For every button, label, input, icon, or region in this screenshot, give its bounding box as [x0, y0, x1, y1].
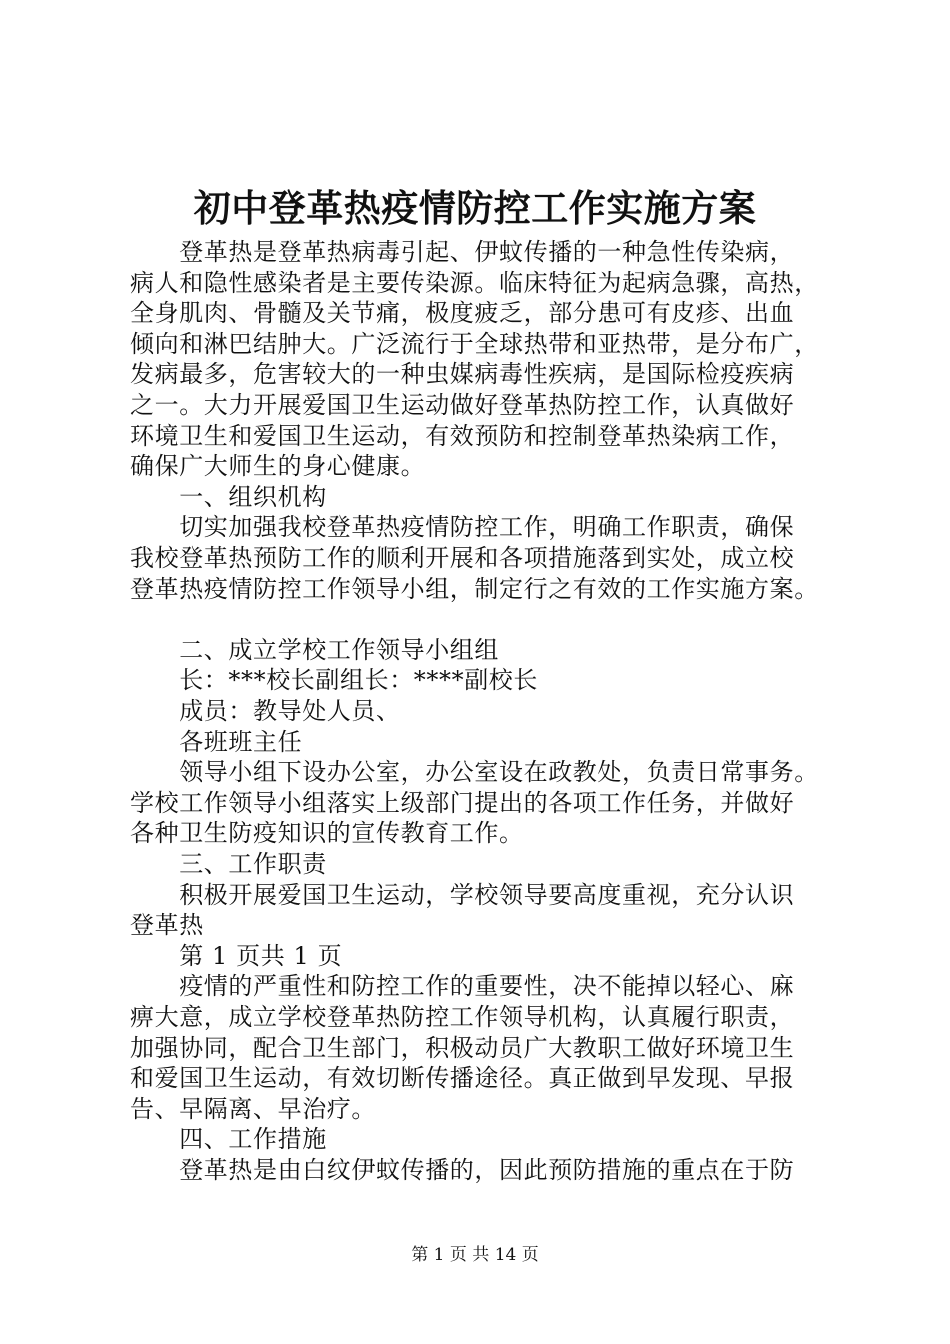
text-line: 确保广大师生的身心健康。 — [130, 452, 426, 481]
text-line: 积极开展爱国卫生运动，学校领导要高度重视，充分认识 — [130, 880, 795, 909]
page-footer: 第 1 页 共 14 页 — [411, 1245, 539, 1265]
text-line: 四、工作措施 — [130, 1125, 327, 1154]
text-line: 告、早隔离、早治疗。 — [130, 1094, 376, 1123]
text-line: 各班班主任 — [130, 727, 303, 756]
text-line: 二、成立学校工作领导小组组 — [130, 635, 499, 664]
text-line: 各种卫生防疫知识的宣传教育工作。 — [130, 819, 524, 848]
text-line: 切实加强我校登革热疫情防控工作，明确工作职责，确保 — [130, 513, 795, 542]
text-line: 发病最多，危害较大的一种虫媒病毒性疾病，是国际检疫疾病 — [130, 360, 795, 389]
text-line: 登革热是由白纹伊蚊传播的，因此预防措施的重点在于防 — [130, 1156, 795, 1184]
text-line: 三、工作职责 — [130, 850, 327, 878]
text-line: 领导小组下设办公室，办公室设在政教处，负责日常事务。 — [130, 758, 819, 787]
text-line: 加强协同，配合卫生部门，积极动员广大教职工做好环境卫生 — [130, 1033, 795, 1062]
text-line: 登革热 — [130, 911, 204, 940]
text-line: 病人和隐性感染者是主要传染源。临床特征为起病急骤，高热， — [130, 268, 819, 297]
page-title: 初中登革热疫情防控工作实施方案 — [193, 186, 757, 230]
text-line: 痹大意，成立学校登革热防控工作领导机构，认真履行职责， — [130, 1003, 795, 1031]
text-line: 我校登革热预防工作的顺利开展和各项措施落到实处，成立校 — [130, 544, 795, 572]
text-line: 全身肌肉、骨髓及关节痛，极度疲乏，部分患可有皮疹、出血 — [130, 299, 795, 328]
text-line: 一、组织机构 — [130, 482, 327, 511]
text-line: 学校工作领导小组落实上级部门提出的各项工作任务，并做好 — [130, 788, 795, 817]
text-line: 之一。大力开展爱国卫生运动做好登革热防控工作，认真做好 — [130, 391, 795, 419]
text-line: 登革热疫情防控工作领导小组，制定行之有效的工作实施方案。 — [130, 574, 819, 603]
text-line: 成员：教导处人员、 — [130, 697, 401, 725]
text-line: 和爱国卫生运动，有效切断传播途径。真正做到早发现、早报 — [130, 1064, 795, 1093]
text-line: 长：***校长副组长：****副校长 — [130, 666, 538, 695]
text-line: 登革热是登革热病毒引起、伊蚊传播的一种急性传染病， — [130, 238, 795, 266]
text-line: 疫情的严重性和防控工作的重要性，决不能掉以轻心、麻 — [130, 972, 795, 1001]
text-line: 倾向和淋巴结肿大。广泛流行于全球热带和亚热带，是分布广， — [130, 329, 819, 358]
text-line: 环境卫生和爱国卫生运动，有效预防和控制登革热染病工作， — [130, 421, 795, 450]
text-line: 第 1 页共 1 页 — [130, 941, 343, 970]
